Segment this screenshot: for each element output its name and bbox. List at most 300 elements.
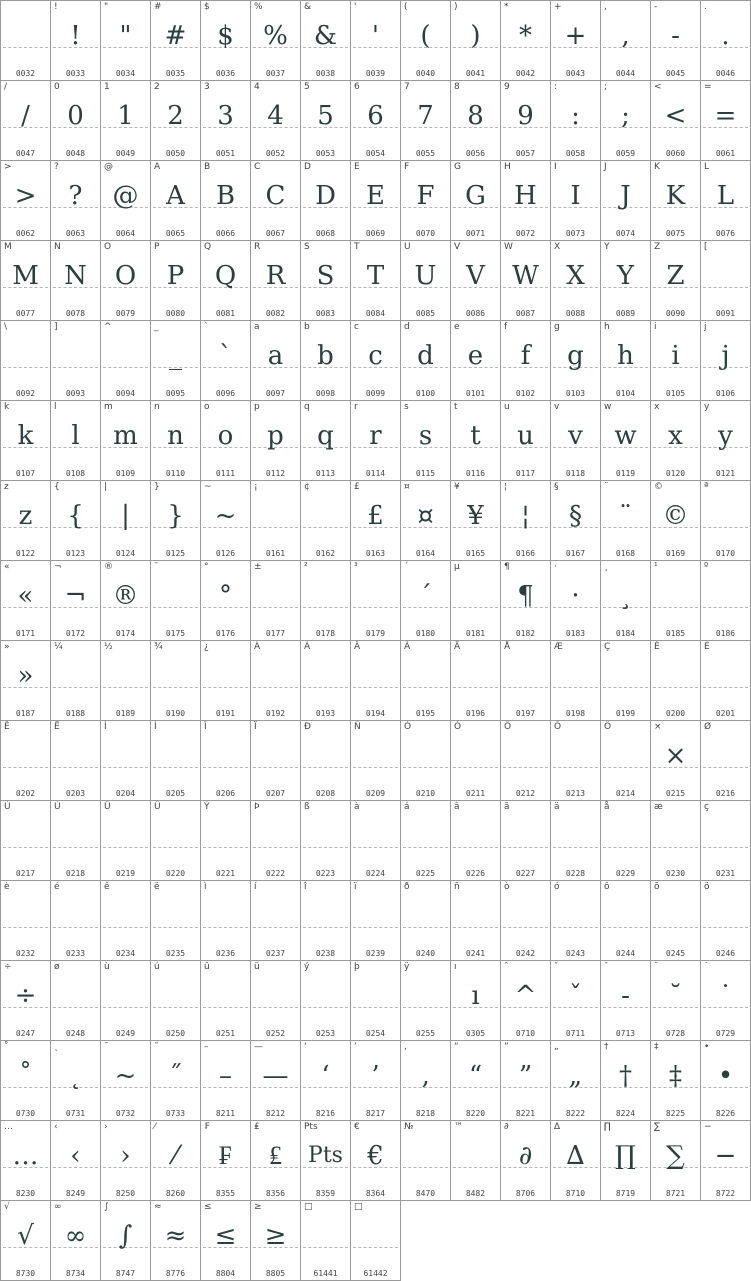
glyph-cell[interactable] xyxy=(151,881,201,961)
glyph-cell[interactable] xyxy=(601,561,651,641)
glyph-cell[interactable] xyxy=(51,321,101,401)
glyph-cell[interactable] xyxy=(651,481,701,561)
glyph-cell[interactable] xyxy=(651,1,701,81)
glyph-cell[interactable] xyxy=(351,641,401,721)
glyph-cell[interactable] xyxy=(251,161,301,241)
glyph-cell[interactable] xyxy=(401,801,451,881)
glyph-cell[interactable] xyxy=(101,1201,151,1281)
glyph-cell[interactable] xyxy=(351,721,401,801)
glyph-cell[interactable] xyxy=(701,1121,751,1201)
glyph-cell[interactable] xyxy=(251,321,301,401)
char-label: ä xyxy=(554,802,560,812)
glyph-cell[interactable] xyxy=(301,1041,351,1121)
glyph-sample: ‡ xyxy=(669,1061,682,1091)
glyph-cell[interactable] xyxy=(601,401,651,481)
glyph-cell[interactable] xyxy=(401,481,451,561)
glyph-cell[interactable] xyxy=(401,161,451,241)
char-label: µ xyxy=(454,562,460,572)
glyph-sample: ¨ xyxy=(619,501,632,531)
glyph-cell[interactable] xyxy=(1,481,51,561)
glyph-cell[interactable] xyxy=(401,881,451,961)
char-code: 0180 xyxy=(415,629,436,638)
glyph-cell[interactable] xyxy=(101,721,151,801)
char-label: ý xyxy=(304,962,310,972)
glyph-cell[interactable] xyxy=(401,1041,451,1121)
glyph-sample: ' xyxy=(371,21,380,51)
glyph-cell[interactable] xyxy=(501,561,551,641)
char-code: 0249 xyxy=(115,1029,136,1038)
glyph-cell[interactable] xyxy=(351,321,401,401)
glyph-cell[interactable] xyxy=(301,961,351,1041)
glyph-cell[interactable] xyxy=(501,161,551,241)
glyph-cell[interactable] xyxy=(701,241,751,321)
glyph-cell[interactable] xyxy=(501,1,551,81)
glyph-cell[interactable] xyxy=(51,401,101,481)
glyph-cell[interactable] xyxy=(51,561,101,641)
glyph-cell[interactable] xyxy=(401,561,451,641)
glyph-cell[interactable] xyxy=(351,241,401,321)
glyph-cell[interactable] xyxy=(51,641,101,721)
glyph-cell[interactable] xyxy=(1,961,51,1041)
glyph-cell[interactable] xyxy=(201,401,251,481)
glyph-sample: „ xyxy=(568,1061,583,1091)
glyph-cell[interactable] xyxy=(501,641,551,721)
glyph-sample: o xyxy=(217,421,234,451)
glyph-cell[interactable] xyxy=(601,1,651,81)
glyph-cell[interactable] xyxy=(501,321,551,401)
glyph-cell[interactable] xyxy=(251,1041,301,1121)
glyph-cell[interactable] xyxy=(1,161,51,241)
glyph-cell[interactable] xyxy=(551,1041,601,1121)
glyph-cell[interactable] xyxy=(351,401,401,481)
glyph-cell[interactable] xyxy=(251,401,301,481)
glyph-cell[interactable] xyxy=(201,481,251,561)
glyph-cell[interactable] xyxy=(101,81,151,161)
glyph-cell[interactable] xyxy=(551,161,601,241)
glyph-sample: L xyxy=(716,181,735,211)
glyph-cell[interactable] xyxy=(701,81,751,161)
glyph-cell[interactable] xyxy=(451,561,501,641)
char-code: 0087 xyxy=(515,309,536,318)
glyph-cell[interactable] xyxy=(251,481,301,561)
glyph-cell[interactable] xyxy=(251,881,301,961)
char-label: y xyxy=(704,402,710,412)
glyph-cell[interactable] xyxy=(551,1,601,81)
char-code: 0305 xyxy=(465,1029,486,1038)
glyph-cell[interactable] xyxy=(201,1121,251,1201)
glyph-cell[interactable] xyxy=(351,1,401,81)
glyph-sample xyxy=(501,893,550,939)
glyph-cell[interactable] xyxy=(201,881,251,961)
char-code: 0077 xyxy=(15,309,36,318)
glyph-sample xyxy=(501,813,550,859)
glyph-cell[interactable] xyxy=(451,801,501,881)
glyph-cell[interactable] xyxy=(501,881,551,961)
glyph-cell[interactable] xyxy=(201,241,251,321)
glyph-cell[interactable] xyxy=(201,561,251,641)
glyph-cell[interactable] xyxy=(451,1121,501,1201)
char-label: Æ xyxy=(554,642,563,652)
glyph-cell[interactable] xyxy=(1,241,51,321)
glyph-cell[interactable] xyxy=(301,801,351,881)
glyph-cell[interactable] xyxy=(201,321,251,401)
glyph-cell[interactable] xyxy=(501,401,551,481)
glyph-cell[interactable] xyxy=(101,561,151,641)
glyph-cell[interactable] xyxy=(701,161,751,241)
glyph-cell[interactable] xyxy=(101,1041,151,1121)
glyph-cell[interactable] xyxy=(1,881,51,961)
glyph-cell[interactable] xyxy=(701,801,751,881)
glyph-cell[interactable] xyxy=(101,1,151,81)
glyph-cell[interactable] xyxy=(1,801,51,881)
glyph-cell[interactable] xyxy=(651,161,701,241)
char-label: % xyxy=(254,2,263,12)
glyph-cell[interactable] xyxy=(601,81,651,161)
glyph-cell[interactable] xyxy=(601,1121,651,1201)
glyph-cell[interactable] xyxy=(651,881,701,961)
glyph-cell[interactable] xyxy=(701,641,751,721)
glyph-cell[interactable] xyxy=(1,1121,51,1201)
glyph-cell[interactable] xyxy=(201,161,251,241)
glyph-cell[interactable] xyxy=(601,881,651,961)
glyph-cell[interactable] xyxy=(451,241,501,321)
glyph-cell[interactable] xyxy=(601,961,651,1041)
glyph-cell[interactable] xyxy=(651,1041,701,1121)
glyph-cell[interactable] xyxy=(501,721,551,801)
char-label: \ xyxy=(4,322,8,332)
glyph-cell[interactable] xyxy=(501,961,551,1041)
glyph-cell[interactable] xyxy=(151,1,201,81)
char-label: — xyxy=(254,1042,263,1052)
glyph-cell[interactable] xyxy=(551,561,601,641)
char-label: ¬ xyxy=(54,562,62,572)
glyph-cell[interactable] xyxy=(351,1041,401,1121)
glyph-cell[interactable] xyxy=(101,481,151,561)
glyph-cell[interactable] xyxy=(301,321,351,401)
glyph-cell[interactable] xyxy=(551,321,601,401)
glyph-sample xyxy=(551,813,600,859)
glyph-cell[interactable] xyxy=(601,481,651,561)
glyph-cell[interactable] xyxy=(1,1,51,81)
glyph-cell[interactable] xyxy=(551,721,601,801)
glyph-cell[interactable] xyxy=(401,321,451,401)
char-code: 0241 xyxy=(465,949,486,958)
glyph-cell[interactable] xyxy=(501,801,551,881)
glyph-cell[interactable] xyxy=(401,721,451,801)
char-code: 0221 xyxy=(215,869,236,878)
glyph-cell[interactable] xyxy=(301,641,351,721)
glyph-cell[interactable] xyxy=(451,1,501,81)
glyph-cell[interactable] xyxy=(251,1121,301,1201)
char-label: # xyxy=(154,2,162,12)
glyph-cell[interactable] xyxy=(101,641,151,721)
glyph-cell[interactable] xyxy=(451,881,501,961)
glyph-cell[interactable] xyxy=(51,1121,101,1201)
glyph-cell[interactable] xyxy=(151,1041,201,1121)
glyph-cell[interactable] xyxy=(551,401,601,481)
glyph-cell[interactable] xyxy=(451,1041,501,1121)
glyph-cell[interactable] xyxy=(451,641,501,721)
glyph-cell[interactable] xyxy=(451,161,501,241)
glyph-cell[interactable] xyxy=(151,721,201,801)
glyph-cell[interactable] xyxy=(51,881,101,961)
glyph-cell[interactable] xyxy=(151,81,201,161)
glyph-cell[interactable] xyxy=(601,801,651,881)
glyph-cell[interactable] xyxy=(351,961,401,1041)
glyph-cell[interactable] xyxy=(201,641,251,721)
glyph-cell[interactable] xyxy=(301,481,351,561)
glyph-cell[interactable] xyxy=(51,1041,101,1121)
glyph-cell[interactable] xyxy=(101,961,151,1041)
glyph-cell[interactable] xyxy=(251,241,301,321)
glyph-cell[interactable] xyxy=(651,1121,701,1201)
glyph-cell[interactable] xyxy=(101,1121,151,1201)
glyph-sample: T xyxy=(366,261,385,291)
glyph-cell[interactable] xyxy=(701,401,751,481)
glyph-sample xyxy=(401,813,450,859)
glyph-cell[interactable] xyxy=(301,561,351,641)
glyph-cell[interactable] xyxy=(451,81,501,161)
glyph-cell[interactable] xyxy=(501,241,551,321)
char-code: 0054 xyxy=(365,149,386,158)
glyph-cell[interactable] xyxy=(51,481,101,561)
glyph-sample xyxy=(401,1133,450,1179)
glyph-cell[interactable] xyxy=(251,801,301,881)
glyph-cell[interactable] xyxy=(151,961,201,1041)
glyph-sample: n xyxy=(167,421,184,451)
glyph-cell[interactable] xyxy=(551,881,601,961)
glyph-cell[interactable] xyxy=(651,641,701,721)
glyph-cell[interactable] xyxy=(151,481,201,561)
glyph-sample xyxy=(1,813,50,859)
glyph-cell[interactable] xyxy=(1,321,51,401)
glyph-cell[interactable] xyxy=(351,561,401,641)
glyph-cell[interactable] xyxy=(51,1,101,81)
glyph-cell[interactable] xyxy=(1,401,51,481)
char-label: ¸ xyxy=(604,562,609,572)
glyph-cell[interactable] xyxy=(101,241,151,321)
char-code: 0096 xyxy=(215,389,236,398)
glyph-cell[interactable] xyxy=(451,721,501,801)
glyph-cell[interactable] xyxy=(401,641,451,721)
glyph-cell[interactable] xyxy=(251,81,301,161)
char-label: 1 xyxy=(104,82,110,92)
glyph-sample: " xyxy=(119,21,132,51)
glyph-cell[interactable] xyxy=(601,641,651,721)
glyph-cell[interactable] xyxy=(301,881,351,961)
glyph-cell[interactable] xyxy=(501,1041,551,1121)
glyph-cell[interactable] xyxy=(201,1,251,81)
char-label: 9 xyxy=(504,82,510,92)
char-label: ] xyxy=(54,322,58,332)
glyph-cell[interactable] xyxy=(401,961,451,1041)
glyph-cell[interactable] xyxy=(1,1041,51,1121)
char-label: | xyxy=(104,482,108,492)
glyph-cell[interactable] xyxy=(101,401,151,481)
glyph-cell[interactable] xyxy=(151,161,201,241)
glyph-sample: - xyxy=(621,981,630,1011)
glyph-cell[interactable] xyxy=(251,561,301,641)
glyph-cell[interactable] xyxy=(551,801,601,881)
glyph-cell[interactable] xyxy=(651,241,701,321)
glyph-cell[interactable] xyxy=(651,721,701,801)
glyph-sample: 8 xyxy=(467,101,484,131)
glyph-cell[interactable] xyxy=(1,641,51,721)
glyph-sample: s xyxy=(418,421,433,451)
glyph-cell[interactable] xyxy=(501,81,551,161)
glyph-cell[interactable] xyxy=(201,801,251,881)
glyph-cell[interactable] xyxy=(101,801,151,881)
glyph-cell[interactable] xyxy=(151,401,201,481)
glyph-sample: ¦ xyxy=(521,501,530,531)
char-label: J xyxy=(604,162,607,172)
glyph-cell[interactable] xyxy=(351,481,401,561)
char-label: X xyxy=(554,242,561,252)
glyph-cell[interactable] xyxy=(101,321,151,401)
char-label: C xyxy=(254,162,261,172)
glyph-cell[interactable] xyxy=(151,641,201,721)
glyph-cell[interactable] xyxy=(551,961,601,1041)
glyph-cell[interactable] xyxy=(151,1121,201,1201)
glyph-sample: x xyxy=(668,421,683,451)
glyph-cell[interactable] xyxy=(351,81,401,161)
glyph-cell[interactable] xyxy=(401,81,451,161)
glyph-cell[interactable] xyxy=(601,161,651,241)
glyph-cell[interactable] xyxy=(151,1201,201,1281)
glyph-cell[interactable] xyxy=(401,401,451,481)
char-code: 8224 xyxy=(615,1109,636,1118)
glyph-cell[interactable] xyxy=(301,161,351,241)
char-code: 8356 xyxy=(265,1189,286,1198)
glyph-sample: O xyxy=(114,261,137,291)
glyph-cell[interactable] xyxy=(501,481,551,561)
glyph-cell[interactable] xyxy=(101,881,151,961)
glyph-cell[interactable] xyxy=(601,241,651,321)
glyph-sample: p xyxy=(267,421,284,451)
glyph-cell[interactable] xyxy=(51,161,101,241)
glyph-cell[interactable] xyxy=(401,1,451,81)
glyph-cell[interactable] xyxy=(51,801,101,881)
glyph-cell[interactable] xyxy=(701,881,751,961)
glyph-cell[interactable] xyxy=(551,1121,601,1201)
glyph-cell[interactable] xyxy=(201,1041,251,1121)
glyph-sample xyxy=(201,893,250,939)
glyph-cell[interactable] xyxy=(551,641,601,721)
glyph-cell[interactable] xyxy=(151,561,201,641)
glyph-cell[interactable] xyxy=(551,81,601,161)
glyph-cell[interactable] xyxy=(601,321,651,401)
glyph-cell[interactable] xyxy=(51,81,101,161)
glyph-cell[interactable] xyxy=(1,1201,51,1281)
glyph-cell[interactable] xyxy=(601,721,651,801)
glyph-cell[interactable] xyxy=(401,1121,451,1201)
glyph-cell[interactable] xyxy=(351,1201,401,1281)
char-code: 0046 xyxy=(715,69,736,78)
glyph-cell[interactable] xyxy=(701,561,751,641)
glyph-cell[interactable] xyxy=(701,961,751,1041)
glyph-cell[interactable] xyxy=(151,801,201,881)
glyph-cell[interactable] xyxy=(151,241,201,321)
glyph-cell[interactable] xyxy=(351,801,401,881)
glyph-cell[interactable] xyxy=(101,161,151,241)
glyph-cell[interactable] xyxy=(251,1201,301,1281)
char-label: ê xyxy=(104,882,110,892)
glyph-cell[interactable] xyxy=(451,481,501,561)
glyph-sample xyxy=(301,1213,350,1259)
glyph-cell[interactable] xyxy=(401,241,451,321)
glyph-cell[interactable] xyxy=(1,81,51,161)
glyph-cell[interactable] xyxy=(451,401,501,481)
char-label: k xyxy=(4,402,10,412)
glyph-cell[interactable] xyxy=(551,241,601,321)
char-label: 4 xyxy=(254,82,260,92)
glyph-cell[interactable] xyxy=(301,1,351,81)
glyph-cell[interactable] xyxy=(551,481,601,561)
glyph-cell[interactable] xyxy=(201,1201,251,1281)
glyph-cell[interactable] xyxy=(601,1041,651,1121)
char-code: 0184 xyxy=(615,629,636,638)
glyph-cell[interactable] xyxy=(301,1121,351,1201)
glyph-sample xyxy=(301,813,350,859)
glyph-cell[interactable] xyxy=(351,1121,401,1201)
glyph-cell[interactable] xyxy=(301,81,351,161)
glyph-cell[interactable] xyxy=(651,401,701,481)
glyph-cell[interactable] xyxy=(351,161,401,241)
glyph-cell[interactable] xyxy=(301,1201,351,1281)
glyph-cell[interactable] xyxy=(651,561,701,641)
glyph-cell[interactable] xyxy=(1,561,51,641)
glyph-cell[interactable] xyxy=(451,321,501,401)
char-label: D xyxy=(304,162,311,172)
glyph-sample: ¸ xyxy=(619,581,632,611)
glyph-cell[interactable] xyxy=(651,321,701,401)
char-label: ° xyxy=(204,562,209,572)
glyph-cell[interactable] xyxy=(651,81,701,161)
char-label: ₣ xyxy=(204,1122,210,1132)
glyph-cell[interactable] xyxy=(651,801,701,881)
glyph-sample: r xyxy=(369,421,382,451)
glyph-cell[interactable] xyxy=(251,721,301,801)
glyph-cell[interactable] xyxy=(251,961,301,1041)
glyph-cell[interactable] xyxy=(201,721,251,801)
glyph-cell[interactable] xyxy=(151,321,201,401)
char-code: 0728 xyxy=(665,1029,686,1038)
glyph-cell[interactable] xyxy=(51,241,101,321)
glyph-cell[interactable] xyxy=(51,1201,101,1281)
glyph-sample: c xyxy=(368,341,383,371)
glyph-cell[interactable] xyxy=(701,321,751,401)
glyph-cell[interactable] xyxy=(701,1,751,81)
glyph-cell[interactable] xyxy=(351,881,401,961)
glyph-cell[interactable] xyxy=(651,961,701,1041)
glyph-cell[interactable] xyxy=(1,721,51,801)
glyph-cell[interactable] xyxy=(451,961,501,1041)
glyph-cell[interactable] xyxy=(301,401,351,481)
glyph-cell[interactable] xyxy=(701,1041,751,1121)
glyph-cell[interactable] xyxy=(201,81,251,161)
glyph-cell[interactable] xyxy=(51,721,101,801)
glyph-cell[interactable] xyxy=(701,481,751,561)
glyph-cell[interactable] xyxy=(301,241,351,321)
glyph-cell[interactable] xyxy=(701,721,751,801)
glyph-cell[interactable] xyxy=(251,1,301,81)
glyph-cell[interactable] xyxy=(301,721,351,801)
glyph-cell[interactable] xyxy=(201,961,251,1041)
glyph-cell[interactable] xyxy=(501,1121,551,1201)
glyph-cell[interactable] xyxy=(51,961,101,1041)
glyph-cell[interactable] xyxy=(251,641,301,721)
glyph-sample: q xyxy=(317,421,334,451)
